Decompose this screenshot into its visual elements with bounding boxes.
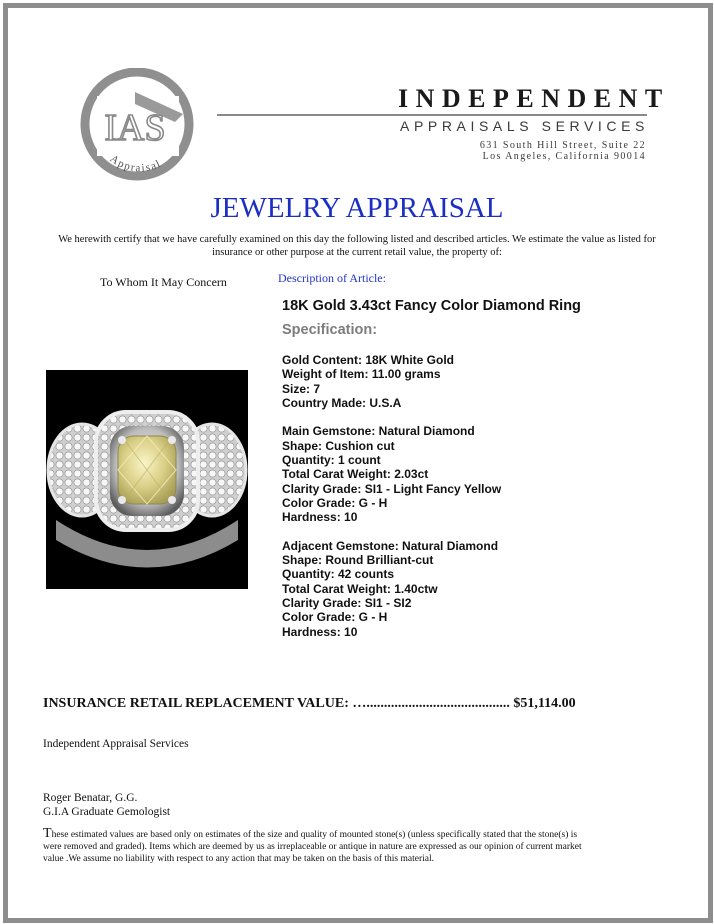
signer-name: Roger Benatar, G.G. [43,792,138,804]
specification-heading: Specification: [282,322,378,338]
logo-letters: IAS [104,107,166,149]
spec-line: Weight of Item: 11.00 grams [282,367,441,382]
signer-title: G.I.A Graduate Gemologist [43,806,171,818]
item-title: 18K Gold 3.43ct Fancy Color Diamond Ring [282,298,581,314]
spec-line: Hardness: 10 [282,510,358,525]
value-amount: $51,114.00 [513,696,576,711]
company-name: Independent Appraisal Services [43,738,189,750]
spec-line: Main Gemstone: Natural Diamond [282,424,475,439]
adjacent-gemstone-specs [282,539,501,639]
brand-divider [217,114,647,116]
address-line-1: 631 South Hill Street, Suite 22 [479,140,646,151]
spec-line: Hardness: 10 [282,624,358,639]
owner-name: To Whom It May Concern [100,275,227,289]
metal-specs [282,353,501,410]
logo-ring-text: Appraisal [107,152,164,175]
specification-list [282,353,501,653]
brand-subtitle: APPRAISALS SERVICES [400,118,649,134]
spec-line: Shape: Round Brilliant-cut [282,553,434,568]
spec-line: Size: 7 [282,381,321,396]
ias-logo [75,68,199,184]
value-label: INSURANCE RETAIL REPLACEMENT VALUE: [43,696,349,711]
spec-line: Color Grade: G - H [282,495,388,510]
document-title: JEWELRY APPRAISAL [210,192,504,224]
description-label: Description of Article: [278,271,386,285]
certification-text: We herewith certify that we have carefully examined on this day the following listed and described articles. We estimate the value as listed for insurance or other purpose at the current retail value, the property of: [58,234,656,258]
spec-line: Total Carat Weight: 2.03ct [282,467,429,482]
spec-line: Total Carat Weight: 1.40ctw [282,581,438,596]
spec-line: Quantity: 1 count [282,453,381,468]
disclaimer [43,828,583,865]
disclaimer-text: hese estimated values are based only on estimates of the size and quality of mounted stone(s) (unless specifically stated that the stone(s) is were removed and graded). Items which are deemed by us as irreplaceable or antique in nature are expressed as our opinion of current market value .We assume no liability with respect to any action that may be taken on the basis of this material. [43,830,582,864]
spec-line: Shape: Cushion cut [282,438,395,453]
replacement-value-line [43,696,576,712]
value-leader: …......................................... [352,696,510,711]
spec-line: Clarity Grade: SI1 - Light Fancy Yellow [282,481,502,496]
main-gemstone-specs [282,424,501,524]
spec-line: Country Made: U.S.A [282,395,402,410]
spec-line: Gold Content: 18K White Gold [282,353,454,367]
spec-line: Adjacent Gemstone: Natural Diamond [282,538,499,553]
spec-line: Color Grade: G - H [282,610,388,625]
disclaimer-initial: T [43,826,52,841]
spec-line: Quantity: 42 counts [282,567,395,582]
address-line-2: Los Angeles, California 90014 [482,151,646,162]
brand-name: INDEPENDENT [398,84,670,113]
spec-line: Clarity Grade: SI1 - SI2 [282,596,412,611]
ring-photo [46,370,248,589]
